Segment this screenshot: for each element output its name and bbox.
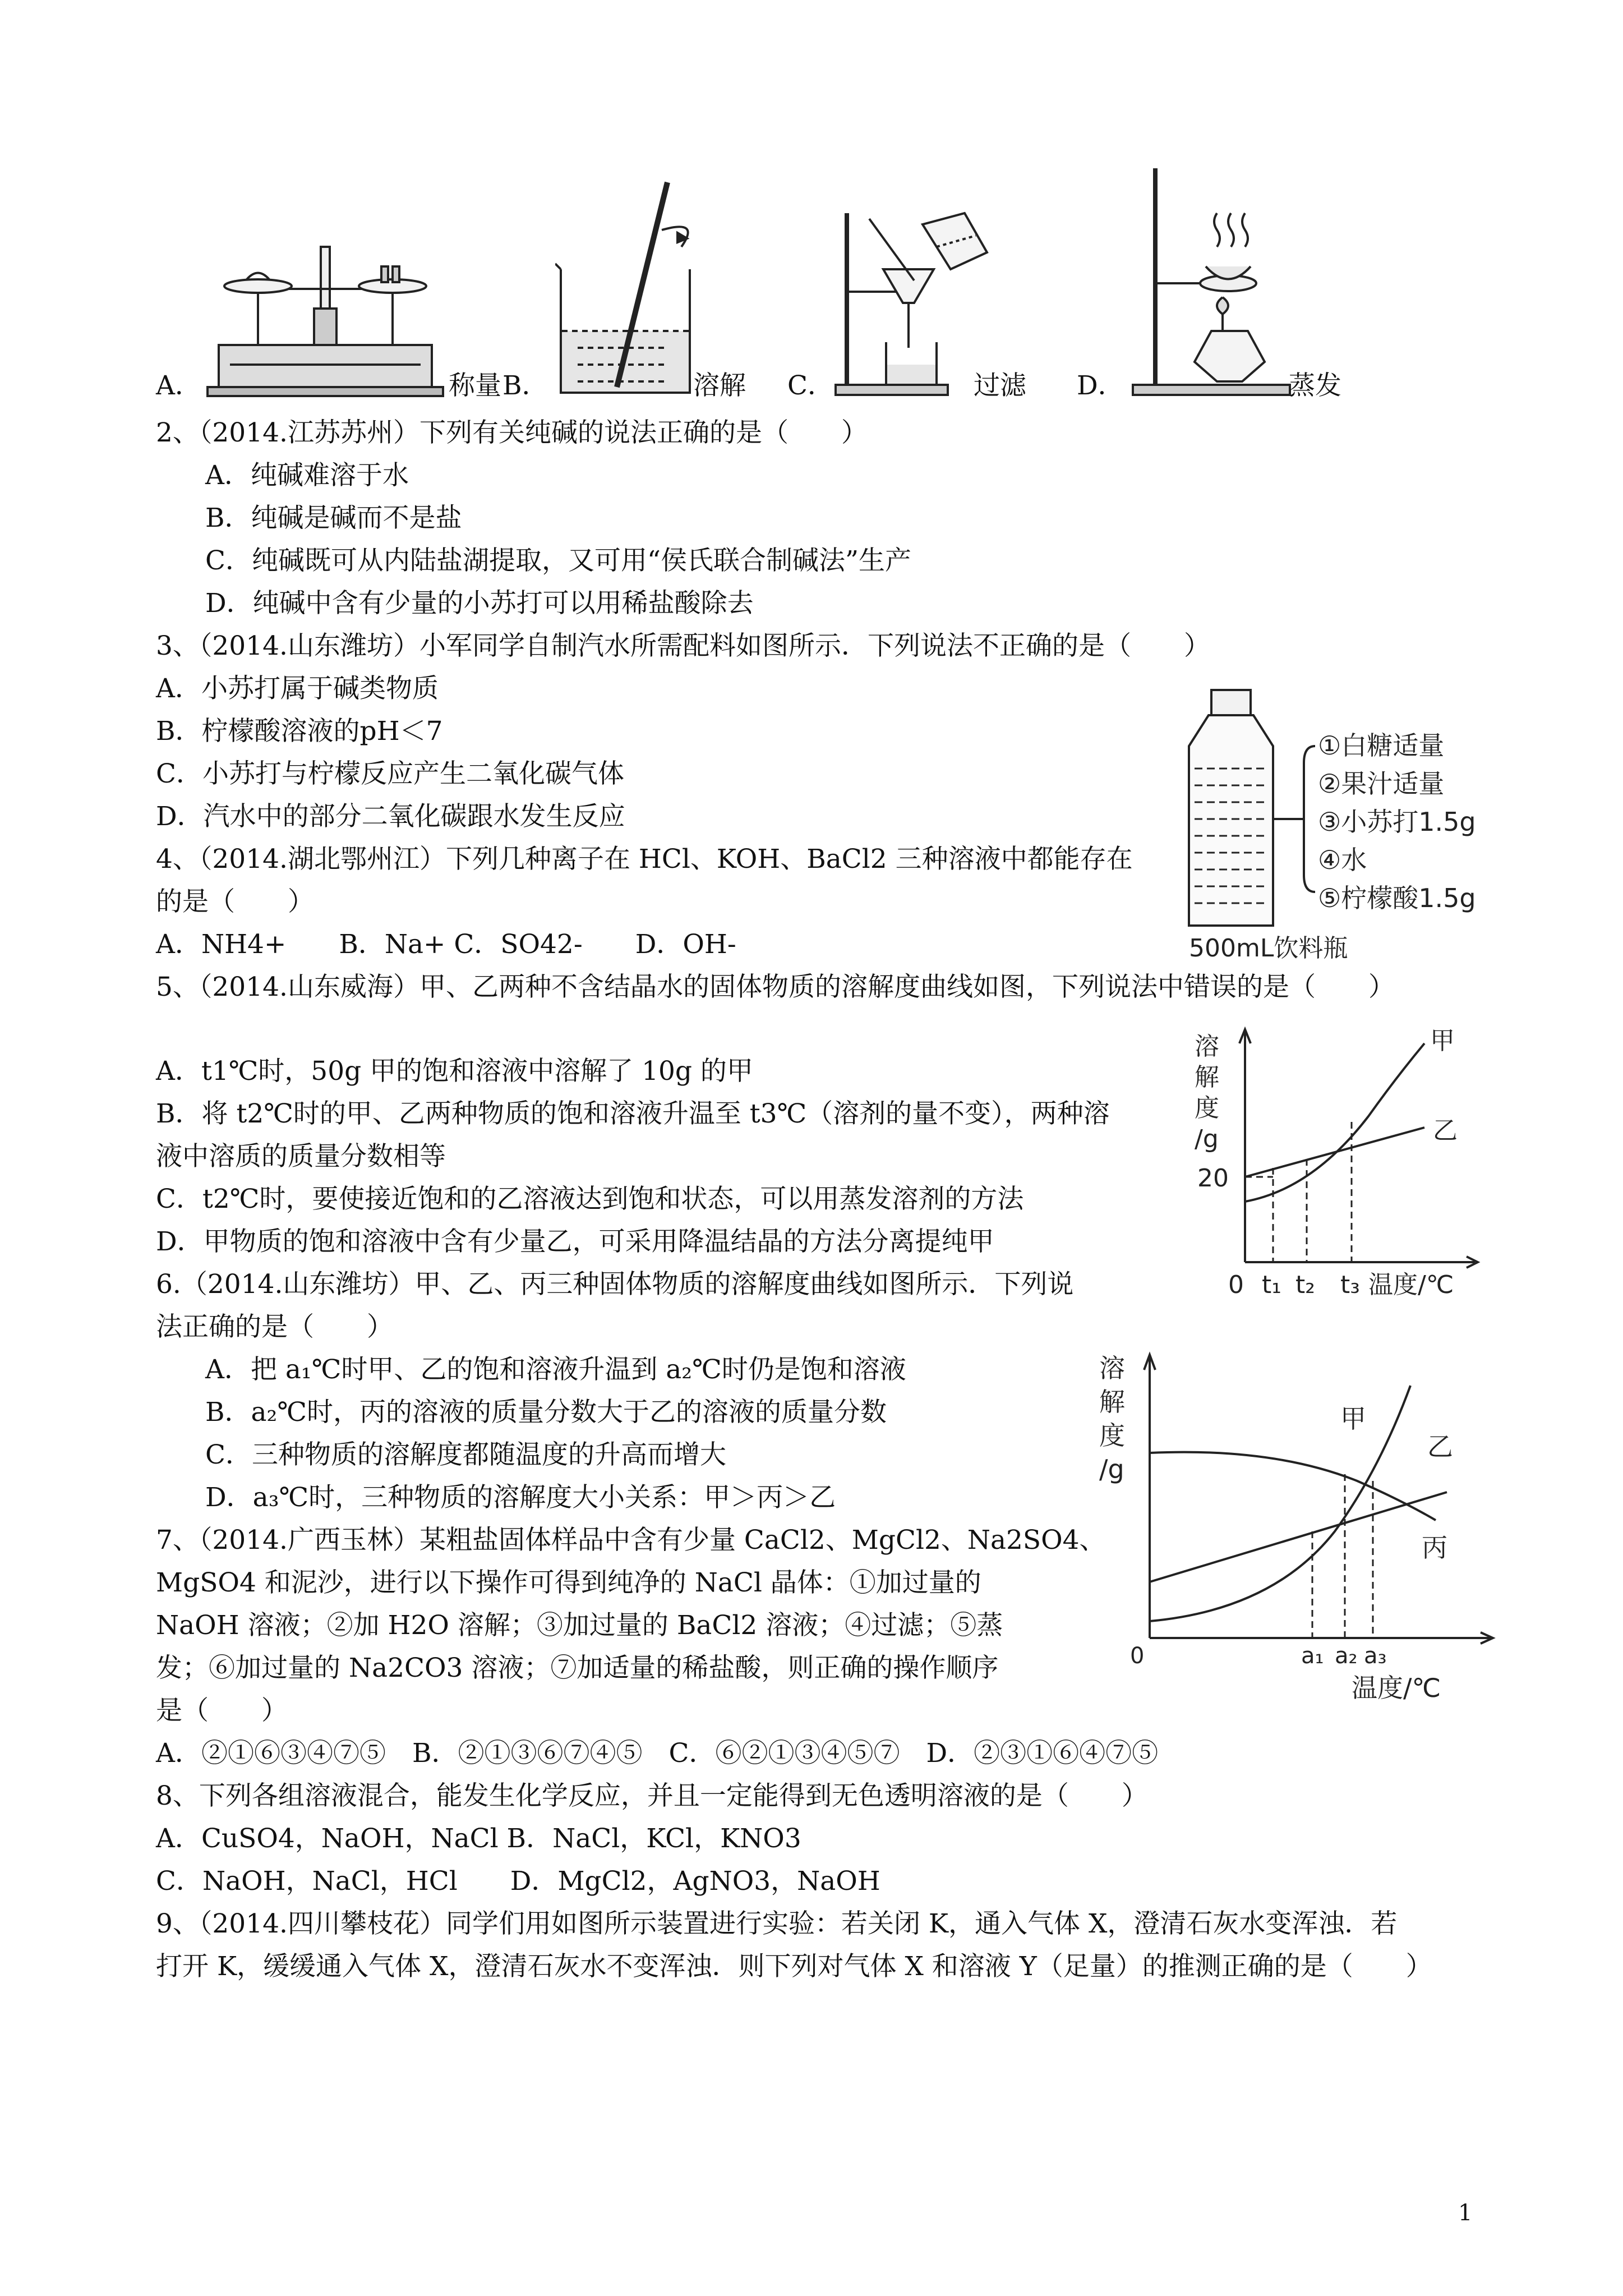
q5-xtick-t3: t₃ bbox=[1340, 1271, 1360, 1299]
q8-options-line2: C．NaOH，NaCl，HCl D．MgCl2，AgNO3，NaOH bbox=[156, 1866, 880, 1897]
q5-ytick-20: 20 bbox=[1197, 1164, 1229, 1193]
q5-series-yi: 乙 bbox=[1433, 1116, 1458, 1145]
q4-stem-line2: 的是（ ） bbox=[156, 886, 314, 917]
q9-line2: 打开 K，缓缓通入气体 X，澄清石灰水不变浑浊．则下列对气体 X 和溶液 Y（足量）的推测正确的是（ ） bbox=[156, 1951, 1432, 1982]
q4-stem-line1: 4、（2014.湖北鄂州江）下列几种离子在 HCl、KOH、BaCl2 三种溶液中都能存在 bbox=[156, 844, 1133, 875]
page-number: 1 bbox=[1458, 2200, 1473, 2226]
q5-solubility-chart bbox=[1183, 1021, 1497, 1301]
q5-xtick-t1: t₁ bbox=[1262, 1271, 1281, 1299]
q6-series-yi: 乙 bbox=[1427, 1432, 1453, 1462]
q5-option-c: C．t2℃时，要使接近饱和的乙溶液达到饱和状态，可以用蒸发溶剂的方法 bbox=[156, 1184, 1024, 1214]
q5-ylabel-3: 度 bbox=[1195, 1094, 1219, 1122]
q6-xlabel: 温度/℃ bbox=[1352, 1673, 1441, 1703]
q6-option-b: B．a₂℃时，丙的溶液的质量分数大于乙的溶液的质量分数 bbox=[205, 1397, 887, 1428]
q5-option-b: B．将 t2℃时的甲、乙两种物质的饱和溶液升温至 t3℃（溶剂的量不变），两种溶 bbox=[156, 1098, 1110, 1129]
bottle-item-3: ③小苏打1.5g bbox=[1318, 807, 1476, 837]
q6-ylabel-4: /g bbox=[1099, 1454, 1124, 1484]
q6-curve-jia bbox=[1150, 1386, 1410, 1621]
option-d-label: D． bbox=[1077, 370, 1124, 401]
evaporation-figure bbox=[1127, 163, 1295, 398]
q5-series-jia: 甲 bbox=[1430, 1027, 1455, 1055]
q7-line5: 是（ ） bbox=[156, 1695, 288, 1726]
q6-xtick-a1: a₁ bbox=[1301, 1643, 1324, 1669]
q6-xtick-a2: a₂ bbox=[1335, 1643, 1358, 1669]
q3-option-d: D．汽水中的部分二氧化碳跟水发生反应 bbox=[156, 801, 625, 832]
q6-option-c: C．三种物质的溶解度都随温度的升高而增大 bbox=[205, 1439, 726, 1470]
q5-ylabel-2: 解 bbox=[1195, 1063, 1219, 1092]
q7-line4: 发；⑥加过量的 Na2CO3 溶液；⑦加适量的稀盐酸，则正确的操作顺序 bbox=[156, 1653, 999, 1683]
option-a-label: A． bbox=[156, 370, 201, 401]
evaporation-caption: 蒸发 bbox=[1289, 370, 1341, 401]
dissolving-caption: 溶解 bbox=[693, 370, 746, 401]
q7-options: A．②①⑥③④⑦⑤ B．②①③⑥⑦④⑤ C．⑥②①③④⑤⑦ D．②③①⑥④⑦⑤ bbox=[156, 1738, 1159, 1769]
q2-option-c: C．纯碱既可从内陆盐湖提取，又可用“侯氏联合制碱法”生产 bbox=[205, 545, 912, 576]
weighing-caption: 称量 bbox=[449, 370, 501, 401]
q5-option-b-cont: 液中溶质的质量分数相等 bbox=[156, 1141, 446, 1172]
q6-solubility-chart bbox=[1088, 1346, 1503, 1705]
q7-line2: MgSO4 和泥沙，进行以下操作可得到纯净的 NaCl 晶体：①加过量的 bbox=[156, 1567, 981, 1598]
filtration-caption: 过滤 bbox=[974, 370, 1026, 401]
q6-ylabel-2: 解 bbox=[1099, 1387, 1125, 1417]
q5-stem: 5、（2014.山东威海）甲、乙两种不含结晶水的固体物质的溶解度曲线如图，下列说法中错误的是（ ） bbox=[156, 972, 1395, 1002]
q5-option-a: A．t1℃时，50g 甲的饱和溶液中溶解了 10g 的甲 bbox=[156, 1056, 753, 1087]
q5-ylabel-1: 溶 bbox=[1195, 1032, 1219, 1061]
q4-options: A．NH4+ B．Na+ C．SO42- D．OH- bbox=[156, 929, 736, 960]
q2-option-a: A．纯碱难溶于水 bbox=[205, 460, 409, 491]
option-c-label: C． bbox=[787, 370, 834, 401]
q6-ylabel-3: 度 bbox=[1099, 1420, 1125, 1451]
q5-option-d: D．甲物质的饱和溶液中含有少量乙，可采用降温结晶的方法分离提纯甲 bbox=[156, 1226, 994, 1257]
option-b-label: B． bbox=[502, 370, 548, 401]
q3-stem: 3、（2014.山东潍坊）小军同学自制汽水所需配料如图所示．下列说法不正确的是（ ） bbox=[156, 631, 1210, 661]
q6-origin: 0 bbox=[1130, 1643, 1145, 1669]
q8-options-line1: A．CuSO4，NaOH，NaCl B．NaCl，KCl，KNO3 bbox=[156, 1823, 801, 1854]
bottle-item-5: ⑤柠檬酸1.5g bbox=[1318, 883, 1476, 913]
q6-curve-bing bbox=[1150, 1452, 1436, 1520]
q7-line3: NaOH 溶液；②加 H2O 溶解；③加过量的 BaCl2 溶液；④过滤；⑤蒸 bbox=[156, 1610, 1003, 1641]
beaker-stirring-figure bbox=[555, 180, 723, 398]
q5-ylabel-4: /g bbox=[1195, 1125, 1219, 1153]
bottle-item-2: ②果汁适量 bbox=[1318, 769, 1445, 799]
q2-option-b: B．纯碱是碱而不是盐 bbox=[205, 503, 462, 533]
filtration-figure bbox=[830, 202, 998, 398]
bottle-item-4: ④水 bbox=[1318, 845, 1367, 875]
q7-line1: 7、（2014.广西玉林）某粗盐固体样品中含有少量 CaCl2、MgCl2、Na2SO4、 bbox=[156, 1525, 1106, 1556]
bottle-item-1: ①白糖适量 bbox=[1318, 730, 1445, 761]
q6-option-d: D．a₃℃时，三种物质的溶解度大小关系：甲＞丙＞乙 bbox=[205, 1482, 836, 1513]
q6-series-jia: 甲 bbox=[1340, 1404, 1366, 1434]
q6-series-bing: 丙 bbox=[1422, 1533, 1447, 1563]
soda-bottle-figure bbox=[1178, 684, 1525, 965]
q3-option-b: B．柠檬酸溶液的pH＜7 bbox=[156, 716, 443, 747]
bottle-caption: 500mL饮料瓶 bbox=[1189, 934, 1348, 963]
q9-line1: 9、（2014.四川攀枝花）同学们用如图所示装置进行实验：若关闭 K，通入气体 X，澄清石灰水变浑浊．若 bbox=[156, 1908, 1398, 1939]
q5-curve-jia bbox=[1245, 1043, 1424, 1202]
q5-xlabel: 温度/℃ bbox=[1368, 1271, 1454, 1299]
q3-option-a: A．小苏打属于碱类物质 bbox=[156, 673, 439, 704]
q6-ylabel-1: 溶 bbox=[1099, 1353, 1125, 1383]
q2-stem: 2、（2014.江苏苏州）下列有关纯碱的说法正确的是（ ） bbox=[156, 417, 868, 448]
q6-stem-line2: 法正确的是（ ） bbox=[156, 1312, 393, 1342]
q5-origin: 0 bbox=[1228, 1271, 1244, 1299]
q6-option-a: A．把 a₁℃时甲、乙的饱和溶液升温到 a₂℃时仍是饱和溶液 bbox=[205, 1354, 906, 1385]
balance-figure bbox=[202, 236, 449, 398]
q6-xtick-a3: a₃ bbox=[1364, 1643, 1387, 1669]
q2-option-d: D．纯碱中含有少量的小苏打可以用稀盐酸除去 bbox=[205, 588, 754, 619]
q5-xtick-t2: t₂ bbox=[1295, 1271, 1315, 1299]
q8-stem: 8、下列各组溶液混合，能发生化学反应，并且一定能得到无色透明溶液的是（ ） bbox=[156, 1780, 1148, 1811]
q5-curve-yi bbox=[1245, 1128, 1424, 1177]
q3-option-c: C．小苏打与柠檬反应产生二氧化碳气体 bbox=[156, 758, 624, 789]
q6-stem-line1: 6.（2014.山东潍坊）甲、乙、丙三种固体物质的溶解度曲线如图所示．下列说 bbox=[156, 1269, 1074, 1300]
